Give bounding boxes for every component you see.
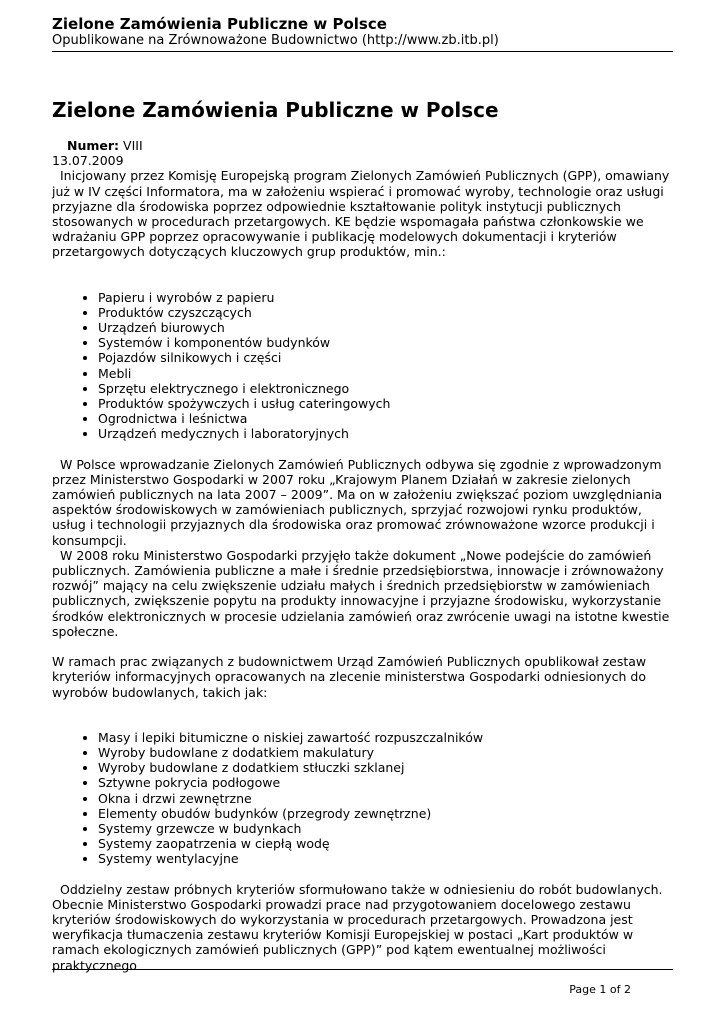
list-item: • Wyroby budowlane z dodatkiem stłuczki szklanej	[98, 760, 673, 775]
list-item: • Sprzętu elektrycznego i elektronicznego	[98, 381, 673, 396]
header-divider	[52, 51, 673, 52]
number-value: VIII	[123, 138, 143, 153]
header-title: Zielone Zamówienia Publiczne w Polsce	[52, 15, 387, 33]
list-item: • Wyroby budowlane z dodatkiem makulatury	[98, 745, 673, 760]
list-item: • Masy i lepiki bitumiczne o niskiej zawartość rozpuszczalników	[98, 730, 673, 745]
intro-paragraph: Inicjowany przez Komisję Europejską program Zielonych Zamówień Publicznych (GPP), omawiany już w IV części Informatora, ma w założeniu wspierać i promować wyroby, technologie oraz usługi przyjazne dla środowiska poprzez odpowiednie kształtowanie polityk instytucji publicznych stosowanych w procedurach przetargowych. KE będzie wspomagała państwa członkowskie we wdrażaniu GPP poprzez opracowywanie i publikację modelowych dokumentacji i kryteriów przetargowych dotyczących kluczowych grup produktów, min.:	[52, 168, 670, 260]
list-item: • Systemy zaopatrzenia w ciepłą wodę	[98, 836, 673, 851]
page-number: Page 1 of 2	[569, 983, 631, 996]
list-item: • Okna i drzwi zewnętrzne	[98, 791, 673, 806]
list-item: • Urządzeń medycznych i laboratoryjnych	[98, 426, 673, 441]
list-item: • Systemów i komponentów budynków	[98, 335, 673, 350]
list-item: • Systemy grzewcze w budynkach	[98, 821, 673, 836]
list-item: • Systemy wentylacyjne	[98, 851, 673, 866]
list-item: • Elementy obudów budynków (przegrody zewnętrzne)	[98, 806, 673, 821]
building-products-list	[52, 730, 673, 867]
list-item: • Urządzeń biurowych	[98, 320, 673, 335]
list-item: • Produktów spożywczych i usług cateringowych	[98, 396, 673, 411]
paragraph-4: W ramach prac związanych z budownictwem Urząd Zamówień Publicznych opublikował zestaw kryteriów informacyjnych opracowanych na zlecenie ministerstwa Gospodarki odniesionych do wyrobów budowlanych, takich jak:	[52, 654, 647, 700]
header-subtitle: Opublikowane na Zrównoważone Budownictwo (http://www.zb.itb.pl)	[52, 33, 499, 48]
number-line	[52, 138, 673, 153]
product-groups-list	[52, 290, 673, 442]
article-body	[52, 138, 673, 973]
paragraph-5: Oddzielny zestaw próbnych kryteriów sformułowano także w odniesieniu do robót budowlanych. Obecnie Ministerstwo Gospodarki prowadzi prace nad przygotowaniem docelowego zestawu kryteriów środowiskowych do wykorzystania w procedurach przetargowych. Prowadzona jest weryfikacja tłumaczenia zestawu kryteriów Komisji Europejskiej w postaci „Kart produktów w ramach ekologicznych zamówień publicznych (GPP)” pod kątem ewentualnej możliwości praktycznego	[52, 881, 663, 973]
article-title: Zielone Zamówienia Publiczne w Polsce	[52, 98, 499, 122]
list-item: • Sztywne pokrycia podłogowe	[98, 775, 673, 790]
list-item: • Papieru i wyrobów z papieru	[98, 290, 673, 305]
paragraph-2: W Polsce wprowadzanie Zielonych Zamówień Publicznych odbywa się zgodnie z wprowadzonym przez Ministerstwo Gospodarki w 2007 roku „Krajowym Planem Działań w zakresie zielonych zamówień publicznych na lata 2007 – 2009”. Ma on w założeniu zwiększać poziom uwzględniania aspektów środowiskowych w zamówieniach publicznych, sprzyjać rozwojowi rynku produktów, usług i technologii przyjaznych dla środowiska oraz promować zrównoważone wzorce produkcji i konsumpcji.	[52, 456, 663, 548]
list-item: • Ogrodnictwa i leśnictwa	[98, 411, 673, 426]
paragraph-3: W 2008 roku Ministerstwo Gospodarki przyjęło także dokument „Nowe podejście do zamówień publicznych. Zamówienia publiczne a małe i średnie przedsiębiorstwa, innowacje i zrównoważony rozwój” mający na celu zwiększenie udziału małych i średnich przedsiębiorstw w zamówieniach publicznych, zwiększenie popytu na produkty innowacyjne i przyjazne środowisku, wykorzystanie środków elektronicznych w procesie udzielania zamówień oraz zwrócenie uwagi na istotne kwestie społeczne.	[52, 547, 670, 639]
footer-divider	[52, 969, 673, 970]
number-label: Numer:	[67, 138, 120, 153]
list-item: • Mebli	[98, 366, 673, 381]
list-item: • Produktów czyszczących	[98, 305, 673, 320]
article-date: 13.07.2009	[52, 153, 124, 169]
list-item: • Pojazdów silnikowych i części	[98, 350, 673, 365]
